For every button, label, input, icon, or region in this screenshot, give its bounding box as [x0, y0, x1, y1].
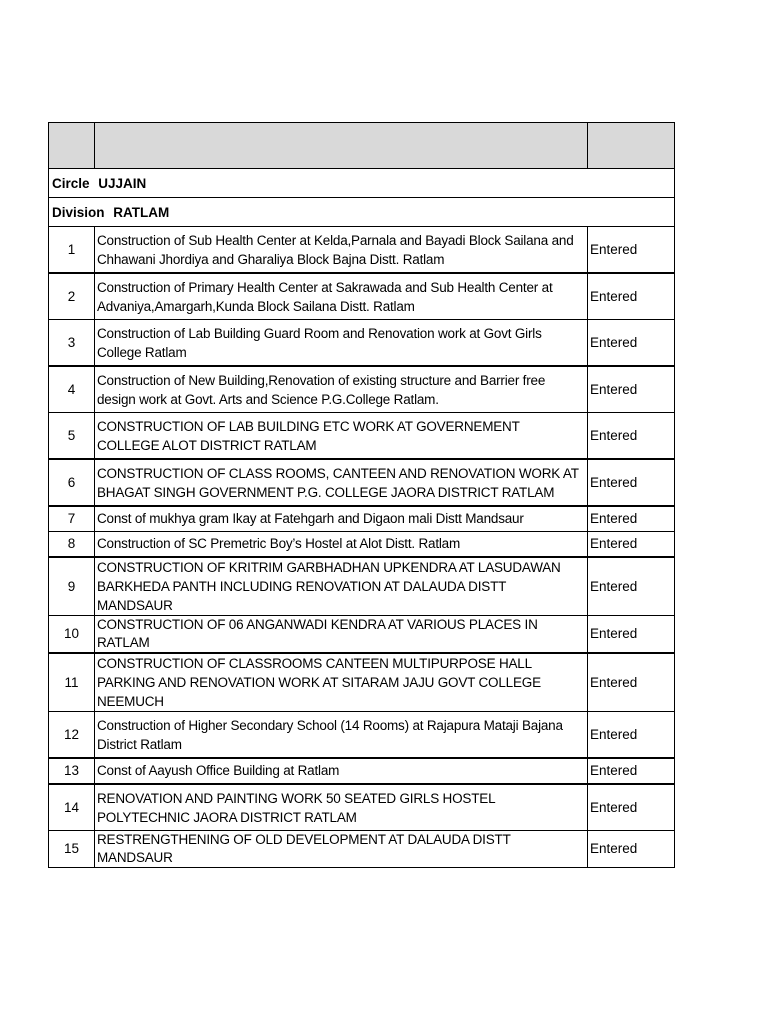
- work-name: Const of Aayush Office Building at Ratlam: [95, 758, 588, 784]
- circle-value: UJJAIN: [98, 175, 147, 191]
- table-row: [49, 320, 675, 367]
- table-header-row: [49, 123, 675, 169]
- table-row: [49, 506, 675, 532]
- work-name: Construction of Lab Building Guard Room and Renovation work at Govt Girls College Ratlam: [95, 320, 588, 367]
- division-label: Division: [52, 204, 105, 220]
- work-status: Entered: [588, 227, 675, 274]
- table-row: [49, 273, 675, 320]
- work-name: Construction of Higher Secondary School (14 Rooms) at Rajapura Mataji Bajana District Ratlam: [95, 712, 588, 759]
- work-status: Entered: [588, 712, 675, 759]
- works-table: [48, 122, 675, 868]
- row-number: 3: [49, 320, 95, 367]
- row-number: 8: [49, 532, 95, 558]
- table-row: [49, 227, 675, 274]
- work-status: Entered: [588, 320, 675, 367]
- table-row: [49, 758, 675, 784]
- work-status: Entered: [588, 616, 675, 654]
- work-name: Construction of SC Premetric Boy’s Hostel at Alot Distt. Ratlam: [95, 532, 588, 558]
- table-row: [49, 366, 675, 413]
- header-cell-name: [95, 123, 588, 169]
- work-name: CONSTRUCTION OF KRITRIM GARBHADHAN UPKENDRA AT LASUDAWAN BARKHEDA PANTH INCLUDING RENOVATION AT DALAUDA DISTT MANDSAUR: [95, 557, 588, 616]
- circle-label: Circle: [52, 175, 90, 191]
- row-number: 9: [49, 557, 95, 616]
- table-row: [49, 831, 675, 868]
- row-number: 13: [49, 758, 95, 784]
- work-status: Entered: [588, 506, 675, 532]
- header-cell-no: [49, 123, 95, 169]
- row-number: 4: [49, 366, 95, 413]
- work-status: Entered: [588, 532, 675, 558]
- work-name: Construction of Sub Health Center at Kelda,Parnala and Bayadi Block Sailana and Chhawani Jhordiya and Gharaliya Block Bajna Distt. Ratlam: [95, 227, 588, 274]
- row-number: 12: [49, 712, 95, 759]
- work-name: Const of mukhya gram Ikay at Fatehgarh and Digaon mali Distt Mandsaur: [95, 506, 588, 532]
- works-table-container: [48, 122, 674, 868]
- work-status: Entered: [588, 653, 675, 712]
- work-status: Entered: [588, 459, 675, 506]
- row-number: 1: [49, 227, 95, 274]
- work-name: RESTRENGTHENING OF OLD DEVELOPMENT AT DALAUDA DISTT MANDSAUR: [95, 831, 588, 868]
- header-cell-status: [588, 123, 675, 169]
- work-status: Entered: [588, 557, 675, 616]
- table-row: [49, 532, 675, 558]
- work-name: CONSTRUCTION OF 06 ANGANWADI KENDRA AT VARIOUS PLACES IN RATLAM: [95, 616, 588, 654]
- work-name: CONSTRUCTION OF LAB BUILDING ETC WORK AT GOVERNEMENT COLLEGE ALOT DISTRICT RATLAM: [95, 413, 588, 460]
- work-name: RENOVATION AND PAINTING WORK 50 SEATED GIRLS HOSTEL POLYTECHNIC JAORA DISTRICT RATLAM: [95, 784, 588, 831]
- table-row: [49, 653, 675, 712]
- division-row: [49, 198, 675, 227]
- row-number: 11: [49, 653, 95, 712]
- table-row: [49, 459, 675, 506]
- row-number: 6: [49, 459, 95, 506]
- table-row: [49, 413, 675, 460]
- work-status: Entered: [588, 273, 675, 320]
- work-status: Entered: [588, 784, 675, 831]
- work-name: CONSTRUCTION OF CLASS ROOMS, CANTEEN AND RENOVATION WORK AT BHAGAT SINGH GOVERNMENT P.G. COLLEGE JAORA DISTRICT RATLAM: [95, 459, 588, 506]
- row-number: 2: [49, 273, 95, 320]
- work-name: Construction of New Building,Renovation of existing structure and Barrier free design work at Govt. Arts and Science P.G.College Ratlam.: [95, 366, 588, 413]
- row-number: 14: [49, 784, 95, 831]
- circle-cell: [49, 169, 675, 198]
- circle-row: [49, 169, 675, 198]
- row-number: 15: [49, 831, 95, 868]
- work-status: Entered: [588, 413, 675, 460]
- work-name: Construction of Primary Health Center at Sakrawada and Sub Health Center at Advaniya,Amargarh,Kunda Block Sailana Distt. Ratlam: [95, 273, 588, 320]
- table-row: [49, 616, 675, 654]
- work-status: Entered: [588, 758, 675, 784]
- table-row: [49, 712, 675, 759]
- division-cell: [49, 198, 675, 227]
- row-number: 5: [49, 413, 95, 460]
- row-number: 10: [49, 616, 95, 654]
- row-number: 7: [49, 506, 95, 532]
- work-status: Entered: [588, 366, 675, 413]
- table-row: [49, 784, 675, 831]
- work-name: CONSTRUCTION OF CLASSROOMS CANTEEN MULTIPURPOSE HALL PARKING AND RENOVATION WORK AT SITARAM JAJU GOVT COLLEGE NEEMUCH: [95, 653, 588, 712]
- division-value: RATLAM: [113, 204, 170, 220]
- work-status: Entered: [588, 831, 675, 868]
- table-row: [49, 557, 675, 616]
